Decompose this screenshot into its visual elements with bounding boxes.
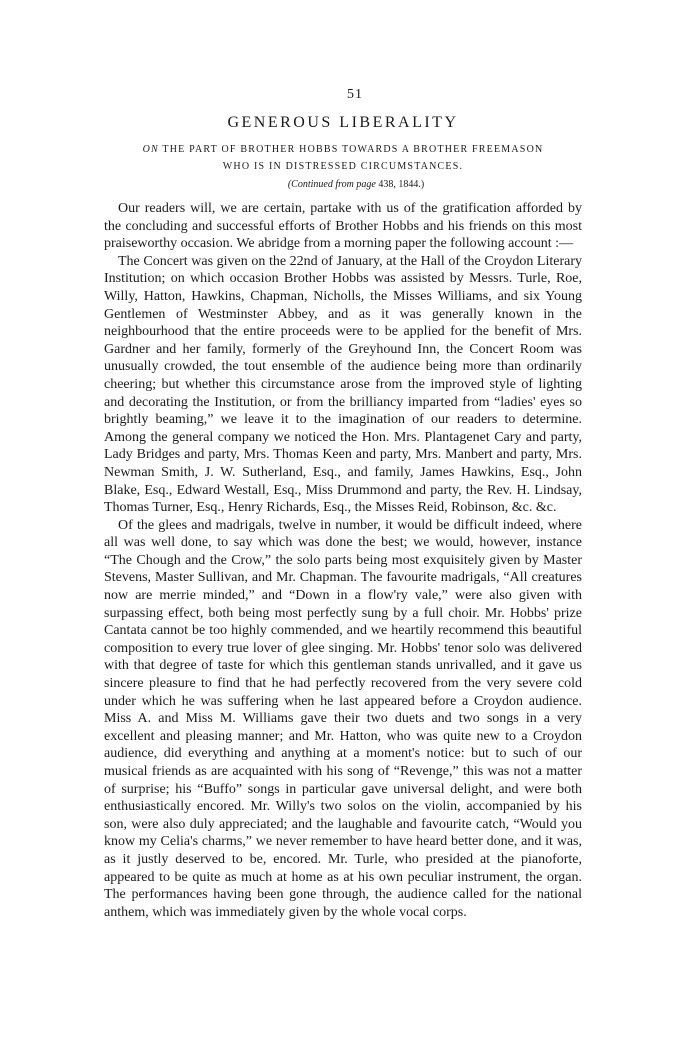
article-subtitle (104, 141, 582, 175)
subtitle-line-2: WHO IS IN DISTRESSED CIRCUMSTANCES. (222, 161, 464, 172)
article-body (104, 200, 582, 921)
continued-reference: 438, 1844.) (378, 179, 425, 190)
paragraph-concert: The Concert was given on the 22nd of January, at the Hall of the Croydon Literary Institution; on which occasion Brother Hobbs was assisted by Messrs. Turle, Roe, Willy, Hatton, Hawkins, Chapman, Nicholls, the Misses Williams, and six Young Gentlemen of Westminster Abbey, and as it was generally known in the neighbourhood that the entire proceeds were to be applied for the benefit of Mrs. Gardner and her family, formerly of the Greyhound Inn, the Concert Room was unusually crowded, the tout ensemble of the audience being more than ordinarily cheering; but whether this circumstance arose from the improved style of lighting and decorating the Institution, or from the brilliancy imparted from “ladies' eyes so brightly beaming,” we leave it to the imagination of our readers to determine. Among the general company we noticed the Hon. Mrs. Plantagenet Cary and party, Lady Bridges and party, Mrs. Thomas Keen and party, Mrs. Manbert and party, Mrs. Newman Smith, J. W. Sutherland, Esq., and family, James Hawkins, Esq., John Blake, Esq., Edward Westall, Esq., Miss Drummond and party, the Rev. H. Lindsay, Thomas Turner, Esq., Henry Richards, Esq., the Misses Reid, Robinson, &c. &c. (104, 253, 582, 516)
page-content (104, 84, 582, 921)
article-title: GENEROUS LIBERALITY (227, 114, 459, 131)
continued-text: (Continued from page (287, 179, 376, 190)
subtitle-line-1: THE PART OF BROTHER HOBBS TOWARDS A BROTHER FREEMASON (162, 144, 544, 155)
paragraph-glees: Of the glees and madrigals, twelve in number, it would be difficult indeed, where all was well done, to say which was done the best; we would, however, instance “The Chough and the Crow,” the solo parts being most exquisitely given by Master Stevens, Master Sullivan, and Mr. Chapman. The favourite madrigals, “All creatures now are merrie minded,” and “Down in a flow'ry vale,” were also given with surpassing effect, both being most perfectly sung by a full choir. Mr. Hobbs' prize Cantata cannot be too highly commended, and we heartily recommend this beautiful composition to every true lover of glee singing. Mr. Hobbs' tenor solo was delivered with that degree of taste for which this gentleman stands unrivalled, and it gave us sincere pleasure to find that he had perfectly recovered from the very severe cold under which he was suffering when he last appeared before a Croydon audience. Miss A. and Miss M. Williams gave their two duets and two songs in a very excellent and pleasing manner; and Mr. Hatton, who was quite new to a Croydon audience, did everything and anything at a moment's notice: but to such of our musical friends as are acquainted with his song of “Revenge,” this was not a matter of surprise; his “Buffo” songs in particular gave universal delight, and were both enthusiastically encored. Mr. Willy's two solos on the violin, accompanied by his son, were also duly appreciated; and the laughable and favourite catch, “Would you know my Celia's charms,” we never remember to have heard better done, and it was, as it justly deserved to be, encored. Mr. Turle, who presided at the pianoforte, appeared to be quite as much at home as at his own peculiar instrument, the organ. The performances having been gone through, the audience called for the national anthem, which was immediately given by the whole vocal corps. (104, 517, 582, 920)
continued-note (130, 177, 582, 192)
subtitle-prefix: ON (142, 144, 159, 155)
paragraph-intro: Our readers will, we are certain, partake with us of the gratification afforded by the concluding and successful efforts of Brother Hobbs and his friends on this most praiseworthy occasion. We abridge from a morning paper the following account :— (104, 201, 582, 252)
page-number: 51 (347, 87, 363, 102)
